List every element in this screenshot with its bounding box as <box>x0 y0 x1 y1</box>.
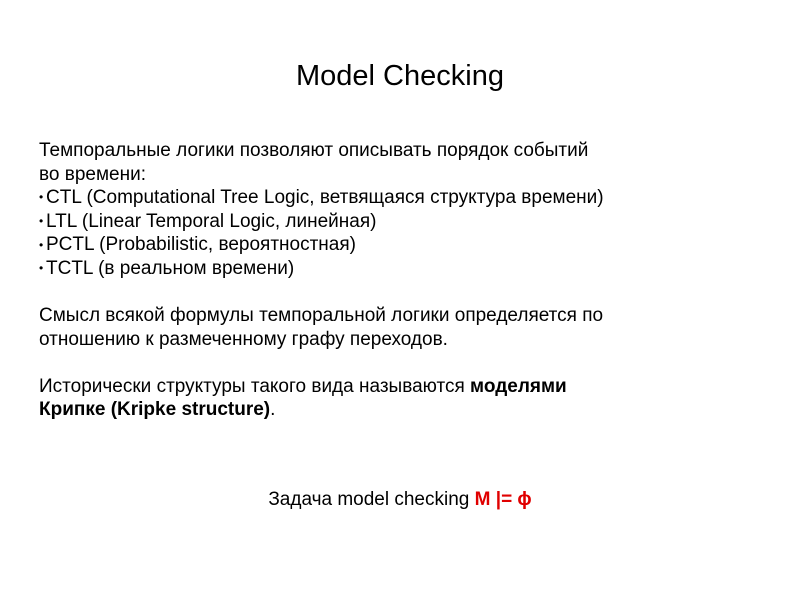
history-bold-term: моделями <box>470 375 567 397</box>
bullet-item-ctl <box>39 186 779 210</box>
intro-line-2: во времени: <box>39 163 146 185</box>
history-line-2 <box>39 398 779 422</box>
bullet-icon: • <box>39 237 44 252</box>
bullet-icon: • <box>39 190 44 205</box>
history-line-1 <box>39 375 779 399</box>
bullet-item-ltl <box>39 210 779 234</box>
bullet-item-pctl <box>39 233 779 257</box>
task-prefix: Задача model checking <box>268 489 475 510</box>
meaning-line-1: Смысл всякой формулы темпоральной логики определяется по <box>39 305 604 327</box>
bullet-text: TCTL (в реальном времени) <box>46 258 295 280</box>
history-end: . <box>270 399 276 421</box>
history-prefix: Исторически структуры такого вида называются <box>39 375 471 397</box>
task-formula: M |= ϕ <box>474 489 532 510</box>
bullet-icon: • <box>39 213 44 228</box>
meaning-line-2: отношению к размеченному графу переходов. <box>39 328 448 350</box>
spacer <box>39 281 779 305</box>
bullet-text: LTL (Linear Temporal Logic, линейная) <box>46 210 377 232</box>
bullet-item-tctl <box>39 257 779 281</box>
slide-body <box>39 139 779 422</box>
bullet-icon: • <box>39 261 44 276</box>
bullet-text: CTL (Computational Tree Logic, ветвящаяся структура времени) <box>46 187 604 208</box>
slide-title: Model Checking <box>296 60 504 92</box>
intro-line-1: Темпоральные логики позволяют описывать порядок событий <box>39 140 589 161</box>
task-line <box>0 488 800 512</box>
history-bold-kripke: Крипке (Kripke structure) <box>39 399 271 421</box>
spacer <box>39 351 779 375</box>
bullet-text: PCTL (Probabilistic, вероятностная) <box>46 234 356 256</box>
